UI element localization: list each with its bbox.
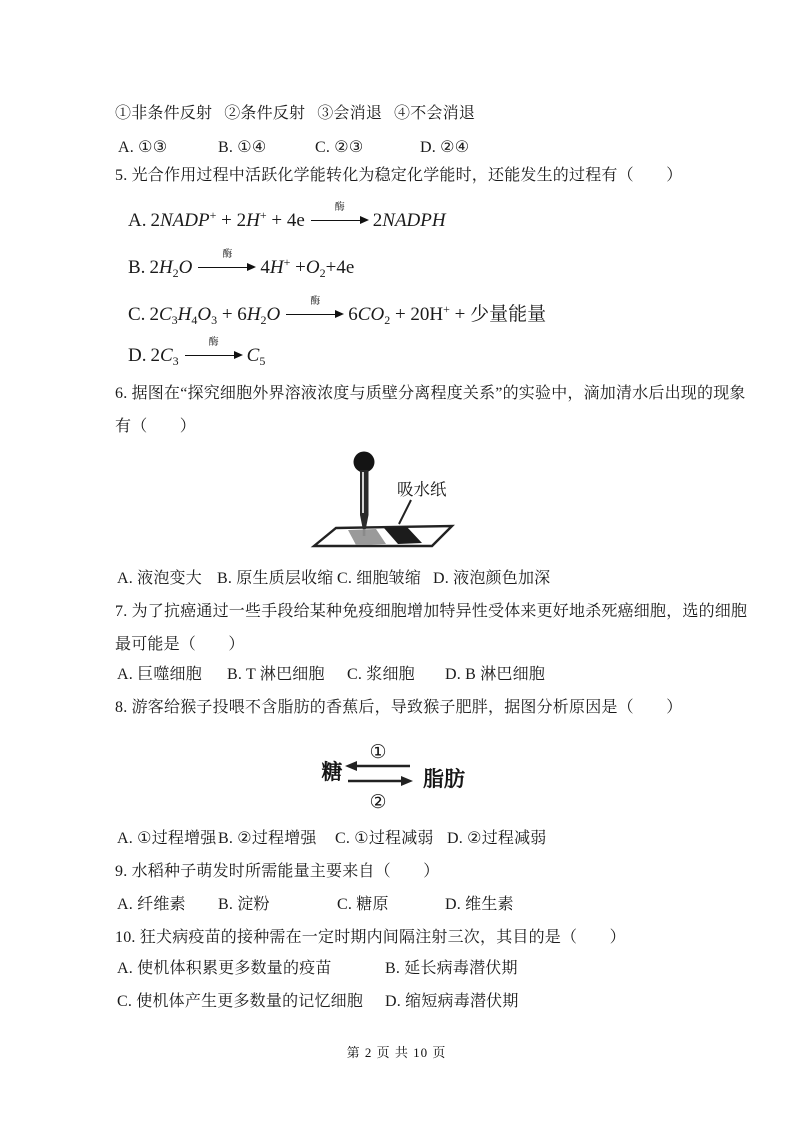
formula-segment: O [266,304,281,325]
q5-equation-c-label: C. [128,304,146,325]
formula-segment: + 4e [266,210,305,231]
formula-segment: 3 [211,313,218,327]
dropper-bulb-icon [354,452,375,473]
q6-option-d: D. 液泡颜色加深 [433,570,551,587]
q8-stem: 8. 游客给猴子投喂不含脂肪的香蕉后，导致猴子肥胖，据图分析原因是（ ） [115,699,683,716]
q6-stem-line2: 有（ ） [115,418,197,435]
q8-option-c: C. ①过程减弱 [335,830,434,847]
q9-options-row [115,894,735,916]
q10-stem: 10. 狂犬病疫苗的接种需在一定时期内间隔注射三次，其目的是（ ） [115,929,626,946]
label-pointer-line [399,500,411,524]
page-number: 第 2 页 共 10 页 [346,1045,447,1060]
formula-segment: + [259,208,267,222]
q9-option-c: C. 糖原 [337,896,389,913]
absorbent-paper-label: 吸水纸 [397,480,447,499]
water-drop-icon [363,529,366,536]
reaction-arrow [185,337,243,361]
formula-segment: H [246,210,260,231]
q8-option-d: D. ②过程减弱 [447,830,547,847]
reaction-arrow [286,296,344,320]
formula-segment: 2 [372,210,383,231]
formula-segment: + [290,257,306,278]
formula-segment: + 6 [217,304,247,325]
reaction-arrow-label: 酶 [208,337,219,348]
q5-equation-b-body [149,249,355,280]
formula-segment: 3 [172,354,179,368]
process-2-label: ② [369,791,387,813]
q10-option-c: C. 使机体产生更多数量的记忆细胞 [117,993,364,1010]
q6-option-c: C. 细胞皱缩 [337,570,422,587]
q7-option-b: B. T 淋巴细胞 [227,666,325,683]
dropper-slide-figure [300,443,500,565]
formula-segment: 2 [384,313,391,327]
q4-option-a: A. ①③ [118,139,168,156]
formula-segment: H [246,304,261,325]
sugar-label: 糖 [321,760,343,784]
q4-choice-items-line [115,103,475,125]
formula-segment: 2 [149,304,159,325]
formula-segment: 4 [191,313,198,327]
reaction-arrow-label: 酶 [222,249,233,260]
formula-segment: + [209,208,217,222]
formula-segment: O [305,257,320,278]
formula-segment: 2 [150,345,160,366]
arrow-to-fat-head [401,776,413,786]
q6-option-a: A. 液泡变大 [117,570,202,587]
formula-segment: 2 [172,266,179,280]
q4-choice-item: ③会消退 [317,105,383,122]
q6-stem-line1: 6. 据图在“探究细胞外界溶液浓度与质壁分离程度关系”的实验中，滴加清水后出现的现象 [115,385,746,402]
q5-equation-d [128,337,266,376]
q10-options-row-1 [115,958,735,980]
fat-label: 脂肪 [423,767,465,791]
formula-segment: 2 [260,313,267,327]
formula-segment: 3 [171,313,178,327]
q10-option-b: B. 延长病毒潜伏期 [385,960,518,977]
q9-option-a: A. 纤维素 [117,896,186,913]
q7-stem-line1: 7. 为了抗癌通过一些手段给某种免疫细胞增加特异性受体来更好地杀死癌细胞，选的细胞 [115,603,748,620]
q7-option-d: D. B 淋巴细胞 [445,666,546,683]
q4-choice-item: ④不会消退 [394,105,476,122]
formula-segment: H [177,304,192,325]
q5-equation-a [128,200,446,236]
formula-segment: 2 [149,257,159,278]
reaction-arrow [311,202,369,226]
q6-options-row [115,568,735,590]
q5-equation-a-body [150,202,446,231]
q6-osmosis-figure [300,443,500,570]
reaction-arrow [198,249,256,273]
q9-option-b: B. 淀粉 [218,896,270,913]
formula-segment: +4e [325,257,355,278]
q5-stem: 5. 光合作用过程中活跃化学能转化为稳定化学能时，还能发生的过程有（ ） [115,167,683,184]
formula-segment: 4 [260,257,270,278]
q4-choice-item: ①非条件反射 [115,105,213,122]
arrow-to-sugar-head [345,761,357,771]
q4-choice-item: ②条件反射 [224,105,306,122]
formula-segment: 2 [150,210,160,231]
q7-option-a: A. 巨噬细胞 [117,666,202,683]
q10-option-d: D. 缩短病毒潜伏期 [385,993,519,1010]
formula-segment: NADPH [382,210,446,231]
formula-segment: 6 [348,304,358,325]
formula-segment: + 少量能量 [449,304,547,325]
formula-segment: H [158,257,173,278]
q4-option-c: C. ②③ [315,139,364,156]
q7-option-c: C. 浆细胞 [347,666,415,683]
formula-segment: C [158,304,172,325]
formula-segment: C [159,345,173,366]
formula-segment: + 20H [390,304,444,325]
q5-equation-c-body [149,296,547,327]
formula-segment: NADP [159,210,210,231]
q5-equation-b-label: B. [128,257,146,278]
sugar-fat-diagram [278,728,473,816]
q8-option-b: B. ②过程增强 [218,830,317,847]
q8-conversion-figure [278,728,473,821]
formula-segment: + [443,302,450,316]
q9-stem: 9. 水稻种子萌发时所需能量主要来自（ ） [115,863,440,880]
formula-segment: + [283,255,291,269]
q7-stem-line2: 最可能是（ ） [115,636,245,653]
q10-options-row-2 [115,991,735,1013]
formula-segment: O [197,304,212,325]
q7-options-row [115,664,735,686]
formula-segment: + 2 [216,210,247,231]
q5-equation-b [128,247,354,288]
process-1-label: ① [369,741,387,763]
q9-option-d: D. 维生素 [445,896,514,913]
q5-equation-d-body [150,337,266,368]
formula-segment: CO [357,304,385,325]
q4-option-d: D. ②④ [420,139,470,156]
q4-options-row [115,137,735,159]
formula-segment: 5 [259,354,266,368]
formula-segment: O [178,257,193,278]
q8-option-a: A. ①过程增强 [117,830,217,847]
q5-equation-c [128,294,546,335]
formula-segment: 2 [319,266,326,280]
q5-equation-d-label: D. [128,345,147,366]
formula-segment: C [246,345,260,366]
formula-segment: H [269,257,284,278]
dropper-tube-icon [360,470,369,515]
q4-option-b: B. ①④ [218,139,267,156]
q6-option-b: B. 原生质层收缩 [217,570,334,587]
reaction-arrow-label: 酶 [334,202,345,213]
q10-option-a: A. 使机体积累更多数量的疫苗 [117,960,332,977]
reaction-arrow-label: 酶 [310,296,321,307]
q8-options-row [115,828,735,850]
q5-equation-a-label: A. [128,210,147,231]
